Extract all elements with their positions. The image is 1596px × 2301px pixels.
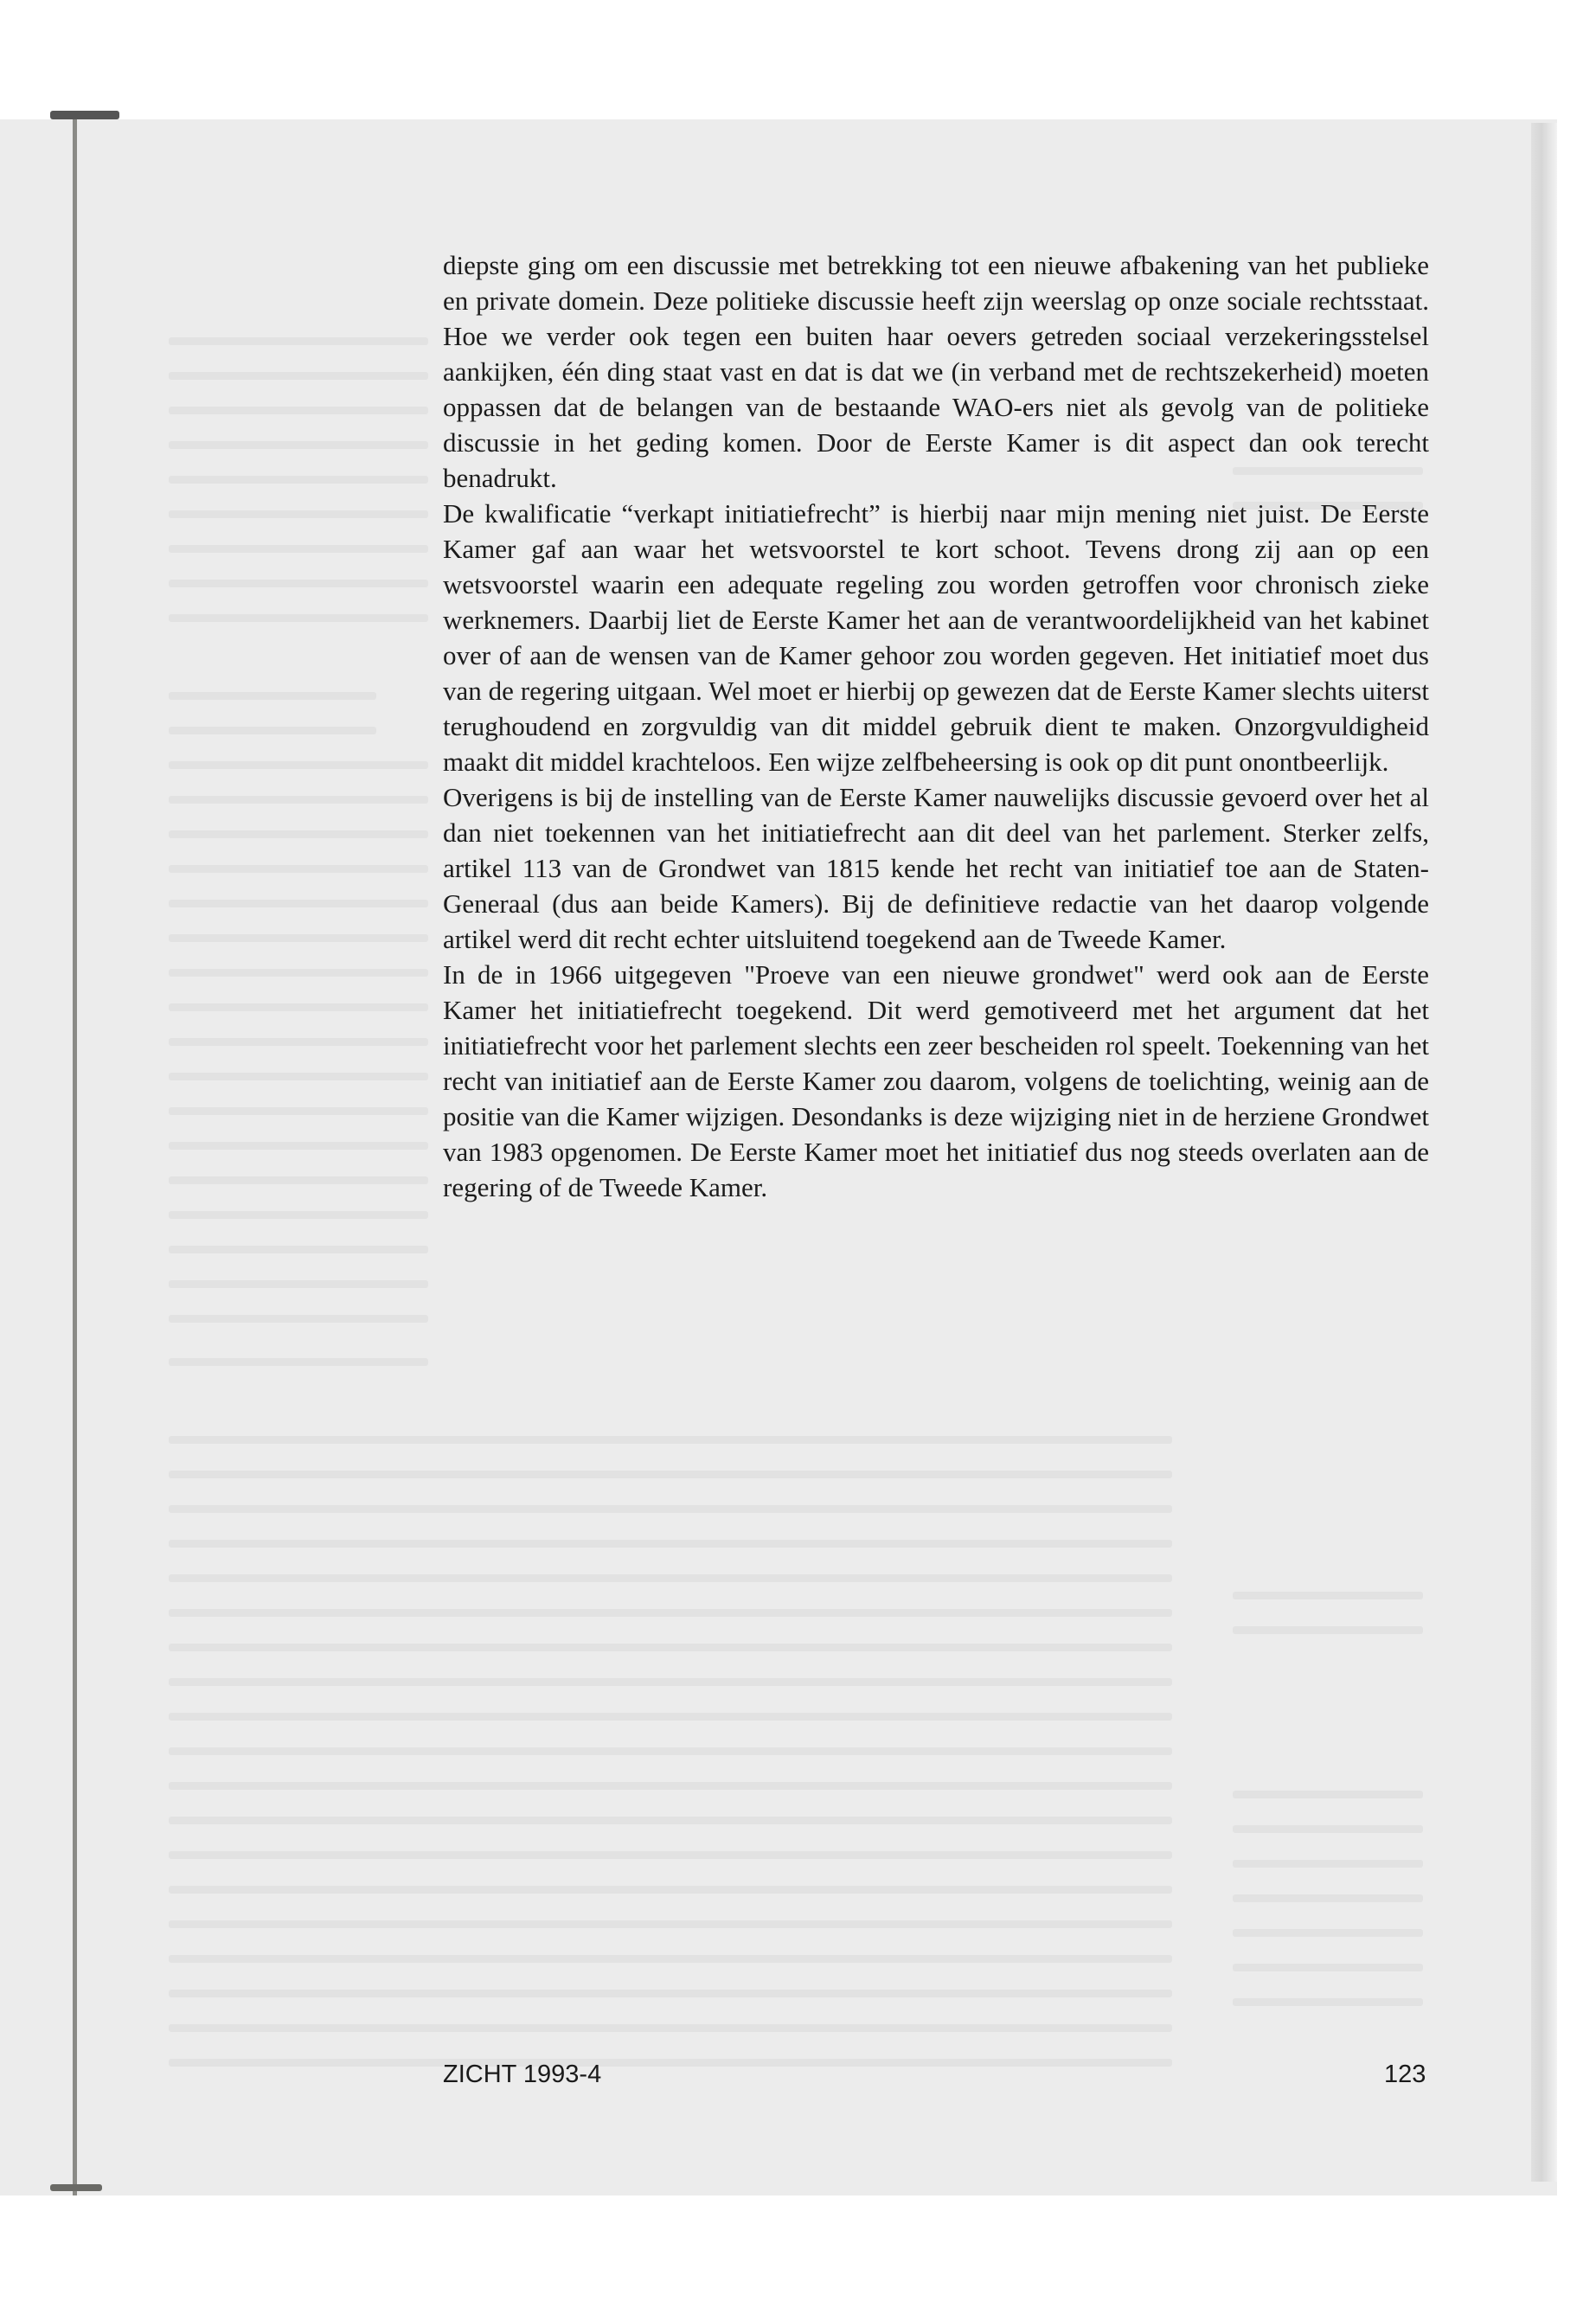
binding-clip-bottom — [50, 2184, 102, 2191]
page-edges — [1531, 123, 1557, 2182]
paragraph: Overigens is bij de instelling van de Eerste Kamer nauwelijks discussie gevoerd over het al dan niet toekennen van het initiatiefrecht aan dit deel van het parlement. Sterker zelfs, artikel 113 van de Grondwet van 1815 kende het recht van initiatief toe aan de Staten-Generaal (dus aan beide Kamers). Bij de definitieve redactie van het daarop volgende artikel werd dit recht echter uitsluitend toegekend aan de Tweede Kamer. — [443, 782, 1429, 954]
paragraph: In de in 1966 uitgegeven "Proeve van een nieuwe grondwet" werd ook aan de Eerste Kamer het initiatiefrecht toegekend. Dit werd gemotiveerd met het argument dat het initiatiefrecht voor het parlement slechts een zeer bescheiden rol speelt. Toekenning van het recht van initiatief aan de Eerste Kamer zou daarom, volgens de toelichting, weinig aan de positie van die Kamer wijzigen. Desondanks is deze wijziging niet in de herziene Grondwet van 1983 opgenomen. De Eerste Kamer moet het initiatief dus nog steeds overlaten aan de regering of de Tweede Kamer. — [443, 959, 1429, 1202]
article-body — [443, 247, 1429, 1205]
paragraph: diepste ging om een discussie met betrekking tot een nieuwe afbakening van het publieke en private domein. Deze politieke discussie heeft zijn weerslag op onze sociale rechtsstaat. Hoe we verder ook tegen een buiten haar oevers getreden sociaal verzekeringsstelsel aankijken, één ding staat vast en dat is dat we (in verband met de rechtszekerheid) moeten oppassen dat de belangen van de bestaande WAO-ers niet als gevolg van de politieke discussie in het geding komen. Door de Eerste Kamer is dit aspect dan ook terecht benadrukt. — [443, 250, 1429, 493]
journal-footer: ZICHT 1993-4 — [443, 2061, 602, 2088]
binding-clip-top — [50, 111, 119, 119]
page-number: 123 — [1384, 2061, 1426, 2088]
binding-spine — [73, 111, 77, 2195]
paragraph: De kwalificatie “verkapt initiatiefrecht” is hierbij naar mijn mening niet juist. De Eerste Kamer gaf aan waar het wetsvoorstel te kort schoot. Tevens drong zij aan op een wetsvoorstel waarin een adequate regeling zou worden getroffen voor chronisch zieke werknemers. Daarbij liet de Eerste Kamer het aan de verantwoordelijkheid van het kabinet over of aan de wensen van de Kamer gehoor zou worden gegeven. Het initiatief moet dus van de regering uitgaan. Wel moet er hierbij op gewezen dat de Eerste Kamer slechts uiterst terughoudend en zorgvuldig van dit middel gebruik dient te maken. Onzorgvuldigheid maakt dit middel krachteloos. Een wijze zelfbeheersing is ook op dit punt onontbeerlijk. — [443, 498, 1429, 777]
